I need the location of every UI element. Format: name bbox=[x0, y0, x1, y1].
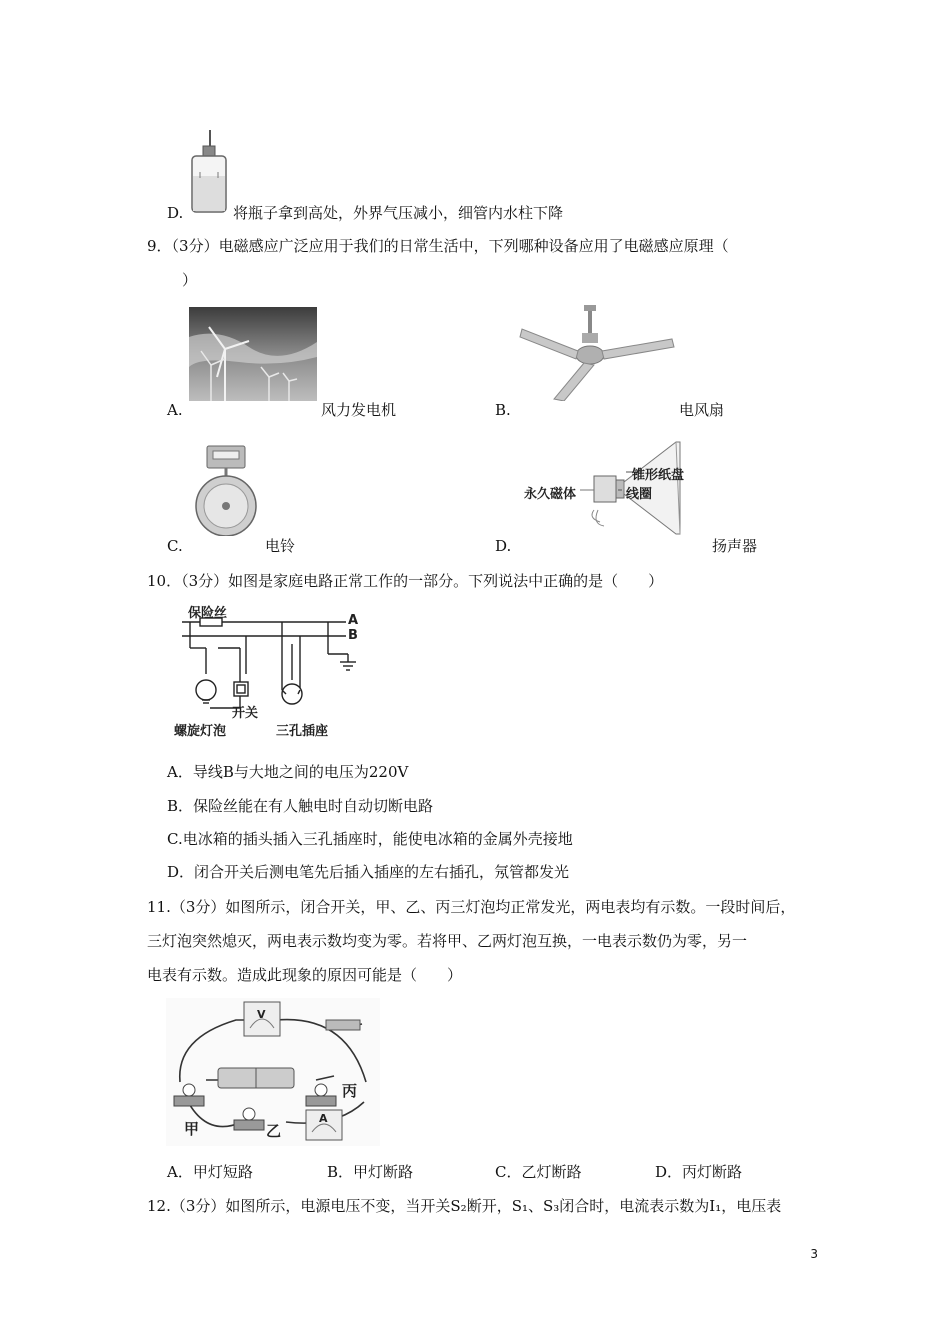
lamp-yi-label: 乙 bbox=[266, 1122, 282, 1140]
q10-option-a: A．导线B与大地之间的电压为220V bbox=[167, 763, 409, 781]
q11-stem-line3: 电表有示数。造成此现象的原因可能是（ ） bbox=[147, 966, 463, 984]
q10-option-c: C.电冰箱的插头插入三孔插座时，能使电冰箱的金属外壳接地 bbox=[167, 830, 573, 848]
q9-option-d-text: 扬声器 bbox=[712, 537, 758, 555]
q10-option-b: B．保险丝能在有人触电时自动切断电路 bbox=[167, 797, 434, 815]
electric-bell-photo bbox=[189, 442, 263, 536]
switch-label: 开关 bbox=[232, 706, 259, 721]
q9-option-a-text: 风力发电机 bbox=[321, 401, 397, 419]
lamp-bing-label: 丙 bbox=[342, 1082, 358, 1100]
q9-option-c-text: 电铃 bbox=[265, 537, 296, 555]
socket-label: 三孔插座 bbox=[276, 724, 329, 739]
wire-b-label: B bbox=[348, 628, 358, 643]
q9-option-a-letter: A. bbox=[167, 401, 183, 419]
q11-stem-line2: 三灯泡突然熄灭，两电表示数均变为零。若将甲、乙两灯泡互换，一电表示数仍为零，另一 bbox=[147, 932, 748, 950]
fuse-label: 保险丝 bbox=[188, 606, 228, 621]
q8-option-d-letter: D. bbox=[167, 204, 184, 222]
ammeter-label: A bbox=[319, 1112, 328, 1125]
q9-option-b-letter: B. bbox=[495, 401, 511, 419]
q11-option-b: B．甲灯断路 bbox=[327, 1163, 414, 1181]
q11-stem-line1: 11.（3分）如图所示，闭合开关，甲、乙、丙三灯泡均正常发光，两电表均有示数。一段时间后， bbox=[147, 898, 796, 916]
q9-option-b-text: 电风扇 bbox=[679, 401, 725, 419]
q12-stem: 12.（3分）如图所示，电源电压不变，当开关S₂断开，S₁、S₃闭合时，电流表示数为I₁，电压表 bbox=[147, 1197, 782, 1215]
speaker-magnet-label: 永久磁体 bbox=[524, 487, 577, 502]
voltmeter-label: V bbox=[257, 1008, 266, 1021]
q9-stem-line2: ） bbox=[182, 271, 198, 289]
bulb-label: 螺旋灯泡 bbox=[174, 724, 227, 739]
q8-option-d-text: 将瓶子拿到高处，外界气压减小，细管内水柱下降 bbox=[233, 204, 564, 222]
bottle-figure bbox=[186, 128, 232, 214]
wind-turbine-photo bbox=[189, 307, 317, 401]
page-number: 3 bbox=[810, 1247, 818, 1261]
q11-option-c: C．乙灯断路 bbox=[495, 1163, 582, 1181]
speaker-coil-label: 线圈 bbox=[626, 487, 653, 502]
speaker-cone-label: 锥形纸盘 bbox=[632, 468, 685, 483]
q9-stem-line1: 9．（3分）电磁感应广泛应用于我们的日常生活中，下列哪种设备应用了电磁感应原理（ bbox=[147, 237, 729, 255]
q10-option-d: D．闭合开关后测电笔先后插入插座的左右插孔，氖管都发光 bbox=[167, 863, 570, 881]
q11-option-a: A．甲灯短路 bbox=[167, 1163, 253, 1181]
q11-option-d: D．丙灯断路 bbox=[655, 1163, 743, 1181]
ceiling-fan-photo bbox=[518, 303, 676, 401]
q9-option-c-letter: C. bbox=[167, 537, 183, 555]
lamp-jia-label: 甲 bbox=[184, 1120, 200, 1138]
q9-option-d-letter: D. bbox=[495, 537, 512, 555]
q10-stem: 10．（3分）如图是家庭电路正常工作的一部分。下列说法中正确的是（ ） bbox=[147, 572, 664, 590]
wire-a-label: A bbox=[348, 613, 359, 628]
